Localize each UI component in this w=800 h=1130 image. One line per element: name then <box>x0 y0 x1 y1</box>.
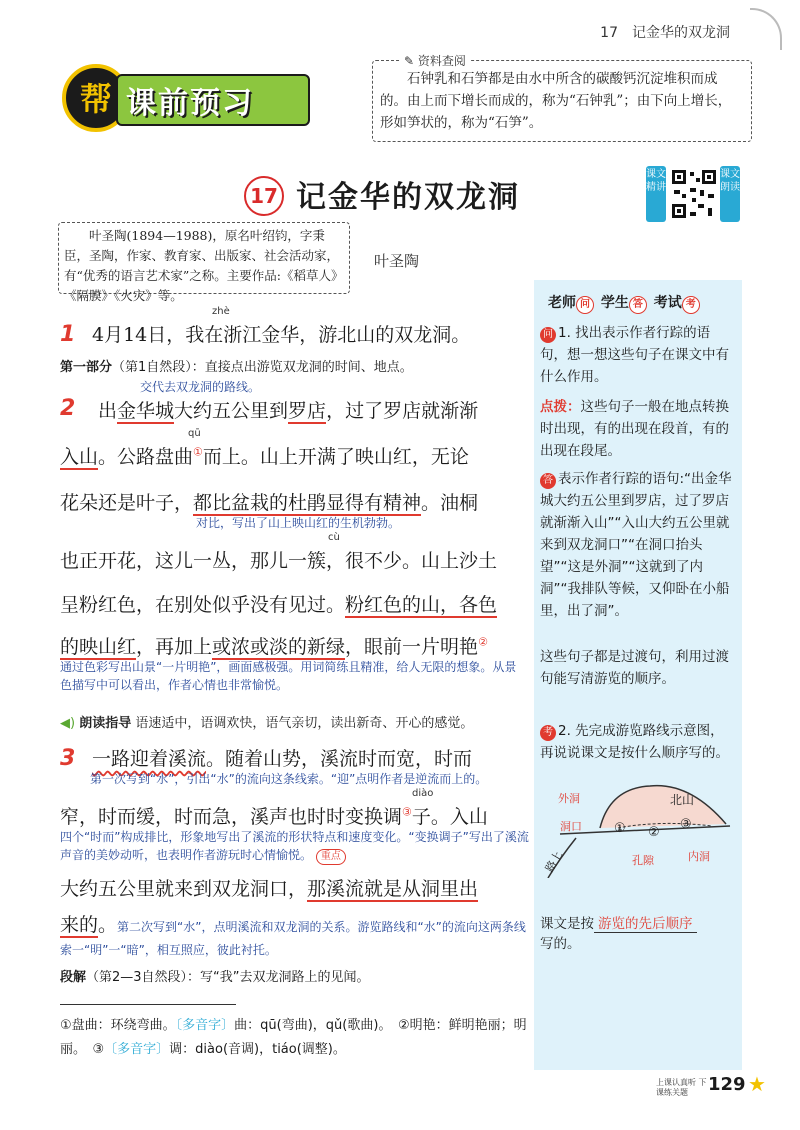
question-2: 考 2. 先完成游览路线示意图，再说说课文是按什么顺序写的。 <box>540 723 729 761</box>
reference-tag <box>400 52 470 69</box>
note-second-water: 第二次写到“水”，点明溪流和双龙洞的关系。游览路线和“水”的流向这两条线索一“明”一“暗”，相互照应，彼此衬托。 <box>60 920 526 957</box>
reference-text: 石钟乳和石笋都是由水中所含的碳酸钙沉淀堆积而成的。由上而下增长而成的，称为“石钟乳”；由下向上增长，形如笋状的，称为“石笋”。 <box>380 71 732 131</box>
reading-guide <box>60 712 473 731</box>
running-head: 17 记金华的双龙洞 <box>600 25 730 41</box>
star-icon: ★ <box>748 1072 766 1096</box>
p3-line-4: 来的。第二次写到“水”，点明溪流和双龙洞的关系。游览路线和“水”的流向这两条线索一“明”一“暗”，相互照应，彼此衬托。 <box>60 914 526 957</box>
header-decoration <box>750 8 782 50</box>
answer-1: 答 表示作者行踪的语句:“出金华城大约五公里到罗店，过了罗店就渐渐入山”“入山大约五公里就来到双龙洞口”“在洞口抬头望”“这是外洞”“这就到了内洞”“我排队等候，又仰卧在小船里，出了洞”。 <box>540 471 732 619</box>
pen-icon: ✎ <box>404 54 415 68</box>
pinyin-qu: qū <box>188 428 201 439</box>
exam-badge-icon: 考 <box>540 725 556 741</box>
p2-line-2: 入山。公路盘曲①而上。山上开满了映山红，无论 <box>60 445 469 468</box>
p2-line-4: 也正开花，这儿一丛，那儿一簇，很不少。山上沙土 <box>60 550 498 572</box>
p3-line-1: 一路迎着溪流。随着山势，溪流时而宽，时而 <box>92 748 473 770</box>
lesson-title: 记金华的双龙洞 <box>296 180 520 215</box>
qr-code-icon <box>670 168 718 220</box>
reading-guide-text: 语速适中，语调欢快，语气亲切，读出新奇、开心的感觉。 <box>135 716 474 731</box>
paragraph-1: 4月14日，我在浙江金华，游北山的双龙洞。 <box>92 324 471 346</box>
outer-cave-label: 外洞 <box>558 792 580 805</box>
footnote-divider <box>60 1004 236 1005</box>
note-color: 通过色彩写出山景“一片明艳”，画面感极强。用词简练且精准，给人无限的想象。从景色描写中可以看出，作者心情也非常愉悦。 <box>60 660 517 692</box>
note-contrast: 对比，写出了山上映山红的生机勃勃。 <box>196 516 401 530</box>
paragraph-number-3: 3 <box>60 746 76 771</box>
mountain-label: 北山 <box>670 793 695 807</box>
speaker-icon: ◀) <box>60 716 76 731</box>
road-label: 路上 <box>542 848 566 875</box>
answer-2-fill: 游览的先后顺序 <box>594 916 697 933</box>
section-summary-2 <box>60 966 370 985</box>
section1-text: （第1自然段）：直接点出游览双龙洞的时间、地点。 <box>112 360 413 375</box>
answer-2: 课文是按 游览的先后顺序 写的。 <box>540 912 697 952</box>
route-point-3: ③ <box>680 817 692 832</box>
tip-1: 点拨：这些句子一般在地点转换时出现，有的出现在段首，有的出现在段尾。 <box>540 399 729 459</box>
section-summary-1 <box>60 356 413 375</box>
qr-left-label: 课文精讲 <box>646 166 666 222</box>
paragraph-number-2: 2 <box>60 396 76 421</box>
route-point-1: ① <box>614 821 626 836</box>
note-first-water: 第一次写到“水”，引出“水”的流向这条线索。“迎”点明作者是逆流而上的。 <box>90 772 488 786</box>
p2-line-5: 呈粉红色，在别处似乎没有见过。粉红色的山，各色 <box>60 594 498 616</box>
bang-char: 帮 <box>79 80 112 118</box>
pinyin-zhe: zhè <box>212 306 230 317</box>
author-bio: 叶圣陶(1894—1988)，原名叶绍钧，字秉臣，圣陶，作家、教育家、出版家、社会活动家，有“优秀的语言艺术家”之称。主要作品:《稻草人》《隔膜》《火灾》等。 <box>64 228 344 303</box>
answer-1-note: 这些句子都是过渡句，利用过渡句能写清游览的顺序。 <box>540 649 729 687</box>
author-name: 叶圣陶 <box>374 252 420 270</box>
reference-tag-label: 资料查阅 <box>417 54 466 68</box>
route-map <box>540 768 736 878</box>
key-badge: 重点 <box>316 849 346 865</box>
inner-cave-label: 内洞 <box>688 850 710 863</box>
question-badge-icon: 问 <box>540 327 556 343</box>
footnotes: ①盘曲：环绕弯曲。〔多音字〕曲：qū(弯曲)，qǔ(歌曲)。 ②明艳：鲜明艳丽；明丽。 ③〔多音字〕调：diào(音调)，tiáo(调整)。 <box>60 1018 527 1057</box>
pinyin-cu: cù <box>328 532 340 543</box>
note-four-times: 四个“时而”构成排比，形象地写出了溪流的形状特点和速度变化。“变换调子”写出了溪流声音的美妙动听，也表明作者游玩时心情愉悦。 重点 <box>60 828 530 865</box>
p3-line-2: 窄，时而缓，时而急，溪声也时时变换调③子。入山 <box>60 805 488 828</box>
side-panel-header: 老师 问 学生 答 考试 考 <box>548 292 702 314</box>
section2-label: 段解 <box>60 970 87 985</box>
qr-right-label: 课文朗读 <box>720 166 740 222</box>
reading-guide-label: 朗读指导 <box>79 716 132 731</box>
entrance-label: 洞口 <box>560 820 582 833</box>
lesson-number: 17 <box>244 176 284 216</box>
p2-line-1: 出金华城大约五公里到罗店，过了罗店就渐渐 <box>98 400 479 422</box>
qr-panel[interactable] <box>646 166 740 222</box>
p2-line-3: 花朵还是叶子，都比盆栽的杜鹃显得有精神。油桐 <box>60 492 479 514</box>
answer-badge-icon: 答 <box>540 473 556 489</box>
section1-label: 第一部分 <box>60 360 113 375</box>
preview-banner <box>62 64 302 132</box>
pinyin-diao: diào <box>412 788 434 799</box>
paragraph-number-1: 1 <box>60 322 76 347</box>
ground-line <box>560 826 730 834</box>
section2-text: （第2—3自然段）：写“我”去双龙洞路上的见闻。 <box>86 970 370 985</box>
route-point-2: ② <box>648 825 660 840</box>
gap-label: 孔隙 <box>632 854 654 867</box>
page-number: 129 <box>708 1074 746 1095</box>
question-1: 问 1. 找出表示作者行踪的语句，想一想这些句子在课文中有什么作用。 <box>540 325 729 385</box>
note-route: 交代去双龙洞的路线。 <box>140 380 261 394</box>
p2-line-6: 的映山红，再加上或浓或淡的新绿，眼前一片明艳② <box>60 635 488 658</box>
p3-line-3: 大约五公里就来到双龙洞口，那溪流就是从洞里出 <box>60 878 479 900</box>
footer-slogan: 上课认真听 下课练关题 <box>656 1078 707 1097</box>
banner-title: 课前预习 <box>126 86 254 121</box>
